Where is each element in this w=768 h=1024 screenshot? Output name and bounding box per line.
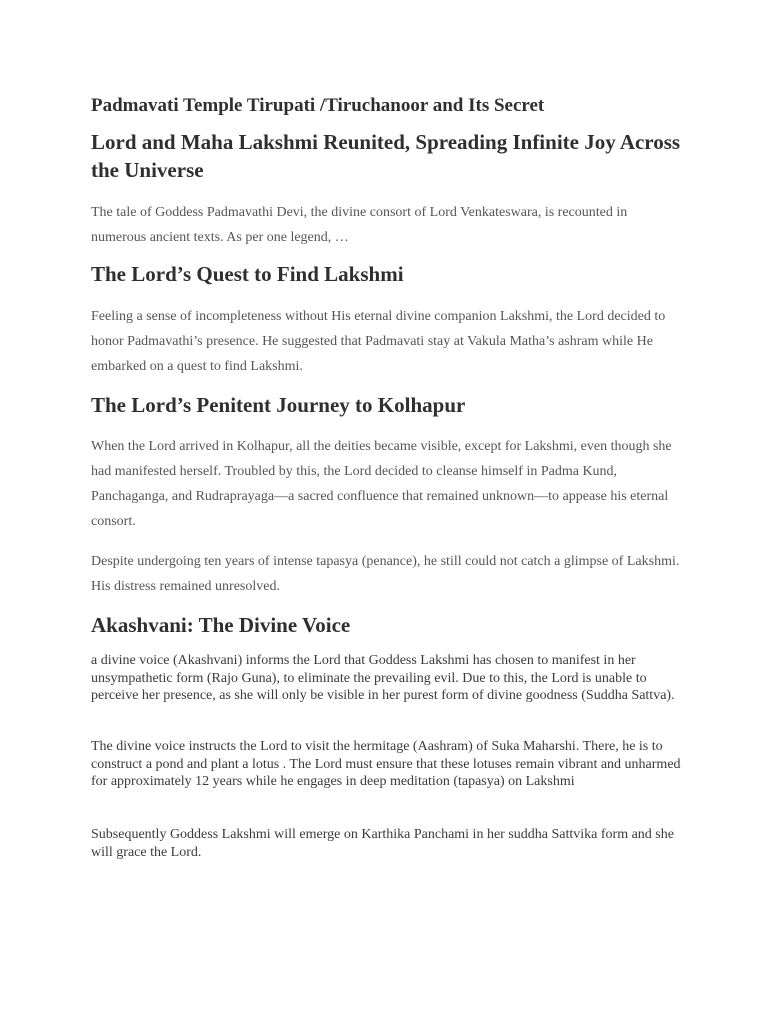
paragraph-kolhapur-2: Despite undergoing ten years of intense tapasya (penance), he still could not catch a glimpse of Lakshmi. His distress remained unresolved. <box>91 554 680 594</box>
paragraph-kolhapur-1: When the Lord arrived in Kolhapur, all the deities became visible, except for Lakshmi, even though she had manifested herself. Troubled by this, the Lord decided to cleanse himself in Padma Kund, Panchaganga, and Rudraprayaga—a sacred confluence that remained unknown—to appease his eternal consort. <box>91 439 672 529</box>
intro-paragraph: The tale of Goddess Padmavathi Devi, the divine consort of Lord Venkateswara, is recounted in numerous ancient texts. As per one legend, … <box>91 205 628 245</box>
paragraph-divine-voice-3: Subsequently Goddess Lakshmi will emerge on Karthika Panchami in her suddha Sattvika form and she will grace the Lord. <box>91 827 674 860</box>
paragraph-quest-1: Feeling a sense of incompleteness without His eternal divine companion Lakshmi, the Lord decided to honor Padmavathi’s presence. He suggested that Padmavati stay at Vakula Matha’s ashram while He embarked on a quest to find Lakshmi. <box>91 309 666 374</box>
heading-divine-voice: Akashvani: The Divine Voice <box>91 613 351 637</box>
heading-journey-to-kolhapur: The Lord’s Penitent Journey to Kolhapur <box>91 393 466 417</box>
paragraph-divine-voice-2: The divine voice instructs the Lord to visit the hermitage (Aashram) of Suka Maharshi. There, he is to construct a pond and plant a lotus . The Lord must ensure that these lotuses remain vibrant and unharmed for approximately 12 years while he engages in deep meditation (tapasya) on Lakshmi <box>91 739 681 789</box>
paragraph-divine-voice-1: a divine voice (Akashvani) informs the Lord that Goddess Lakshmi has chosen to manifest in her unsympathetic form (Rajo Guna), to eliminate the prevailing evil. Due to this, the Lord is unable to perceive her presence, as she will only be visible in her purest form of divine goodness (Suddha Sattva). <box>91 653 675 703</box>
article-title: Lord and Maha Lakshmi Reunited, Spreading Infinite Joy Across the Universe <box>91 130 681 182</box>
heading-quest-to-find-lakshmi: The Lord’s Quest to Find Lakshmi <box>91 262 404 286</box>
article-kicker: Padmavati Temple Tirupati /Tiruchanoor and Its Secret <box>91 95 545 116</box>
